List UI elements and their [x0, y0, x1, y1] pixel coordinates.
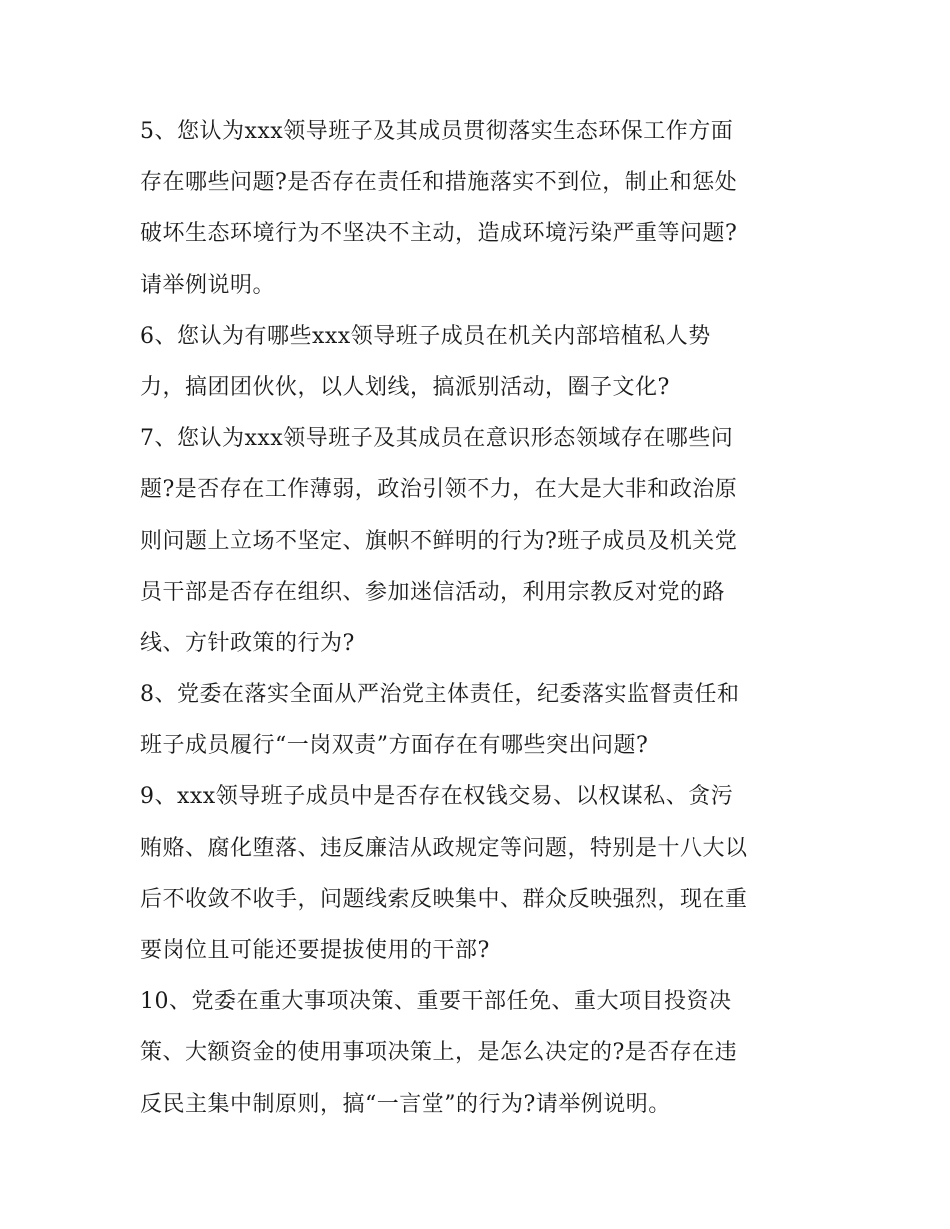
question-line: 破坏生态环境行为不坚决不主动，造成环境污染严重等问题?	[140, 221, 738, 247]
question-7	[140, 413, 820, 669]
question-line: 8、党委在落实全面从严治党主体责任，纪委落实监督责任和	[140, 682, 740, 708]
question-line: 9、xxx领导班子成员中是否存在权钱交易、以权谋私、贪污	[140, 784, 734, 810]
question-line: 员干部是否存在组织、参加迷信活动，利用宗教反对党的路	[140, 579, 726, 605]
question-line: 策、大额资金的使用事项决策上，是怎么决定的?是否存在违	[140, 1040, 738, 1066]
question-10	[140, 976, 820, 1130]
question-line: 要岗位且可能还要提拔使用的干部?	[140, 938, 490, 963]
question-line: 6、您认为有哪些xxx领导班子成员在机关内部培植私人势	[140, 323, 711, 349]
question-line: 7、您认为xxx领导班子及其成员在意识形态领域存在哪些问	[140, 426, 734, 452]
question-line: 请举例说明。	[140, 272, 276, 298]
question-8	[140, 669, 820, 771]
document-body	[140, 106, 820, 1130]
question-line: 力，搞团团伙伙，以人划线，搞派别活动，圈子文化?	[140, 374, 670, 400]
question-line: 贿赂、腐化堕落、违反廉洁从政规定等问题，特别是十八大以	[140, 835, 748, 861]
question-line: 线、方针政策的行为?	[140, 630, 355, 656]
question-line: 则问题上立场不坚定、旗帜不鲜明的行为?班子成员及机关党	[140, 528, 738, 554]
question-9	[140, 771, 820, 976]
question-6	[140, 311, 820, 413]
question-line: 题?是否存在工作薄弱，政治引领不力，在大是大非和政治原	[140, 477, 738, 503]
question-line: 班子成员履行“一岗双责”方面存在有哪些突出问题?	[140, 733, 649, 759]
question-line: 10、党委在重大事项决策、重要干部任免、重大项目投资决	[140, 989, 732, 1015]
question-line: 存在哪些问题?是否存在责任和措施落实不到位，制止和惩处	[140, 170, 738, 196]
question-line: 5、您认为xxx领导班子及其成员贯彻落实生态环保工作方面	[140, 119, 734, 144]
question-line: 后不收敛不收手，问题线索反映集中、群众反映强烈，现在重	[140, 886, 748, 912]
question-5	[140, 106, 820, 311]
question-line: 反民主集中制原则，搞“一言堂”的行为?请举例说明。	[140, 1091, 671, 1117]
